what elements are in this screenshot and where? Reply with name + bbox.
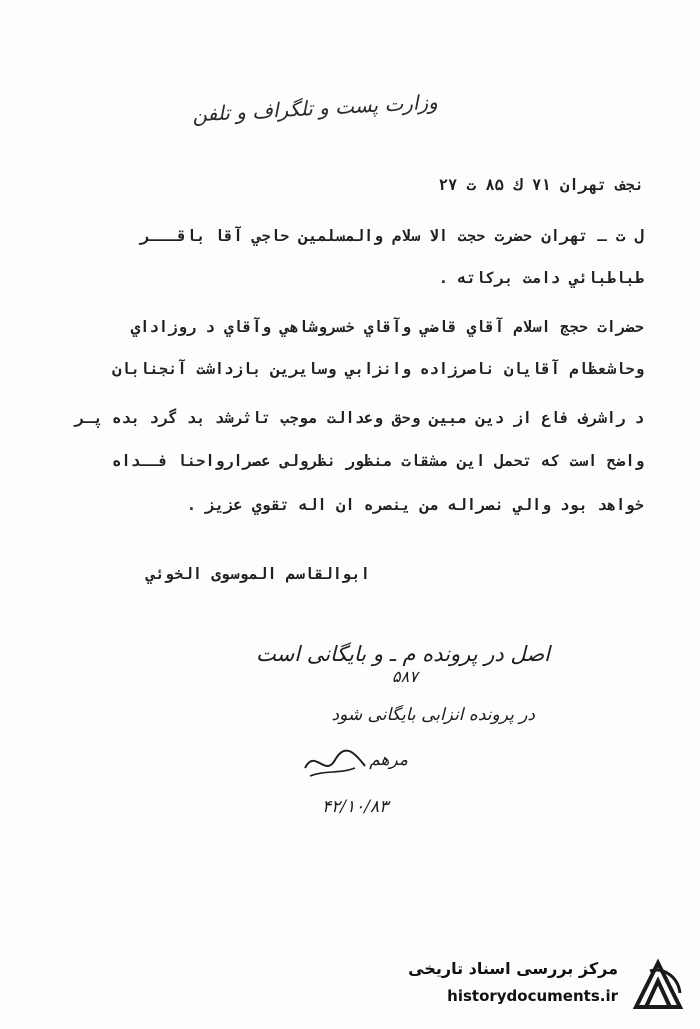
body-line-6: واضح است كه تحمل اين مشقات منظور نظرولى عصرارواحنا فــداه <box>112 452 644 470</box>
archive-footer <box>404 957 694 1015</box>
handwritten-note-archived: اصل در پرونده م ـ و بایگانی است <box>255 642 550 666</box>
handwritten-initials: مرهم <box>369 750 408 770</box>
handwritten-date: ۴۲/۱۰/۸۳ <box>322 797 389 817</box>
archive-center-name: مرکز بررسی اسناد تاریخی <box>408 959 618 978</box>
body-line-7: خواهد بود والي نصراله من ينصره ان اله تقوي عزيز . <box>186 496 644 514</box>
handwritten-note-file: در پرونده انزابی بایگانی شود <box>331 705 535 725</box>
body-line-4: وحاشعظام آقايان ناصرزاده وانزابي وسايرين بازداشت آنجنابان <box>112 360 644 378</box>
telegram-reference: نجف تهران ۷۱ ك ۸۵ ت ۲۷ <box>438 176 644 194</box>
letterhead: وزارت پست و تلگراف و تلفن <box>191 89 439 127</box>
handwritten-signature-scribble <box>300 738 370 788</box>
handwritten-file-number: ۵۸۷ <box>392 667 418 686</box>
body-line-1: ل ت ـ تهران حضرت حجت الا سلام والمسلمين حاجي آقا باقـــر <box>140 227 644 245</box>
archive-website-url: historydocuments.ir <box>447 987 618 1005</box>
signature-name: ابوالقاسم الموسوى الخوئي <box>146 565 370 583</box>
body-line-2: طباطبائي دامت بركاته . <box>438 269 644 287</box>
body-line-5: د راشرف فاع از دين مبين وحق وعدالت موجب تاثرشد بد گرد بده پـر <box>74 409 644 427</box>
archive-logo-icon <box>628 957 688 1015</box>
body-line-3: حضرات حجج اسلام آقاي قاضي وآقاي خسروشاهي وآقاي د روزاداي <box>130 318 644 336</box>
